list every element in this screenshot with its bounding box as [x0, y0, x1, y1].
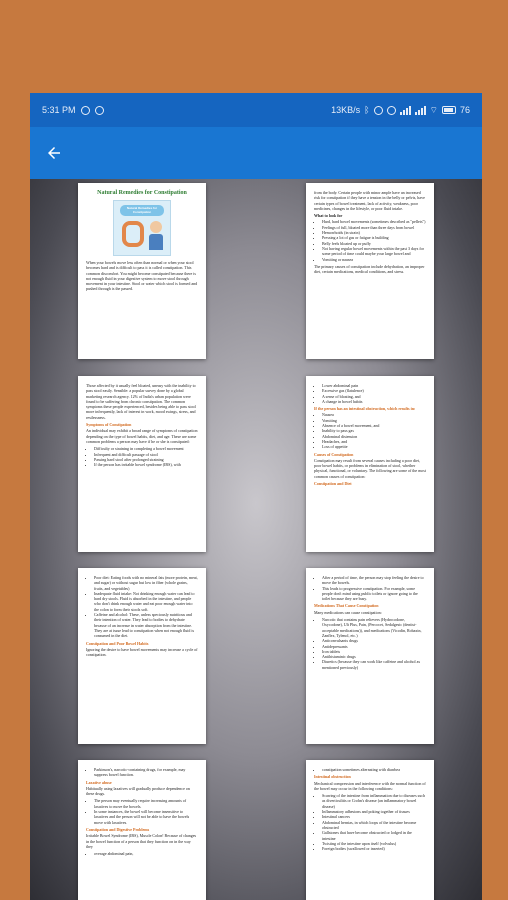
- list-item: • After a period of time, the person may stop feeling the desire to move the bowels.: [322, 575, 426, 586]
- paragraph: The primary causes of constipation include dehydration, an improper diet, certain medications, medical conditions, and stress.: [314, 263, 425, 275]
- list-item: • Vomiting or nausea: [322, 257, 426, 262]
- list-item: • overage abdominal pain,: [94, 851, 198, 856]
- list-item: • Loss of appetite: [322, 444, 426, 449]
- arrow-left-icon: [45, 144, 63, 162]
- paragraph: Many medications can cause constipation:: [314, 609, 382, 615]
- section-heading: Laxative abuse: [86, 779, 112, 785]
- bullet-list: [86, 575, 198, 639]
- list-item: • Antihistaminic drugs: [322, 654, 426, 659]
- bullet-list: [314, 219, 426, 261]
- list-item: • Parkinson's, narcotic-containing drugs, for example, may suppress bowel function.: [94, 767, 198, 778]
- section-heading: Medications That Cause Constipation: [314, 603, 379, 609]
- list-item: • In some instances, the bowel will become insensitive to laxatives and the person will not be able to have the bowels move with laxatives.: [94, 809, 198, 825]
- section-heading: Intestinal obstruction: [314, 774, 351, 780]
- bullet-list: [314, 767, 426, 772]
- signal-icon: [400, 106, 411, 115]
- list-item: • A change in bowel habits: [322, 399, 426, 404]
- list-item: • Hemorrhoids (in strain): [322, 230, 426, 235]
- list-item: • Nausea: [322, 412, 426, 417]
- list-item: • Inadequate fluid intake: Not drinking enough water can lead to hard dry stools. Fluid is absorbed in the intestine, and people who don't drink enough water and eat poor enough water into the colon to form their stools soft.: [94, 591, 198, 612]
- paragraph: Habitually using laxatives will gradually produce dependence on these drugs.: [86, 785, 190, 797]
- person-icon: [148, 221, 164, 251]
- section-heading: Constipation and Poor Bowel Habits: [86, 640, 149, 646]
- list-item: • Difficulty or straining in completing a bowel movement: [94, 446, 198, 451]
- sync-icon: [95, 106, 104, 115]
- list-item: • Antidepressants: [322, 644, 426, 649]
- list-item: • Infrequent and difficult passage of stool: [94, 452, 198, 457]
- list-item: • Pressing a lot of gas or fatigue is building: [322, 235, 426, 240]
- section-heading: Causes of Constipation: [314, 451, 354, 457]
- phone-screen: [30, 93, 482, 900]
- list-item: • Anticonvulsants drugs: [322, 638, 426, 643]
- list-item: • Feelings of full, bloated more than three days from bowel: [322, 225, 426, 230]
- bullet-list: [86, 767, 198, 778]
- bullet-list: [86, 798, 198, 824]
- page-thumbnail-6[interactable]: [306, 568, 434, 744]
- list-item: • Hard, hard bowel movements (sometimes described as "pellets"): [322, 219, 426, 224]
- back-button[interactable]: [30, 127, 78, 179]
- list-item: • Poor diet: Eating foods with no mineral fats (more protein, meat, and sugar) or without sugar but low in fiber (whole grains, fruits, and vegetables): [94, 575, 198, 591]
- list-item: • Inflammatory adhesions and poking together of tissues: [322, 809, 426, 814]
- bullet-list: [314, 617, 426, 670]
- list-item: • Twisting of the intestine upon itself (volvulus): [322, 841, 426, 846]
- list-item: • This leads to progressive constipation. For example, some people don't mind using public toilets or ignore going to the toilet because they are busy.: [322, 586, 426, 602]
- list-item: • constipation sometimes alternating with diarrhea: [322, 767, 426, 772]
- list-item: • Narcotic that contains pain relievers (Hydrocodone, Oxycodone), Ult Plus, Pain, (Percocet, Sedalgesic (dentist-acceptable medications)), and medications (Vicodin, Robaxin, Zanflex, Tylenol, etc.): [322, 617, 426, 638]
- paragraph: Irritable Bowel Syndrome (IBS), Muscle Colon! Because of changes in the bowel function of a person that they function on in the way they: [86, 833, 197, 849]
- vibrate-icon: [387, 106, 396, 115]
- network-speed: 13KB/s: [331, 105, 361, 115]
- page-thumbnail-2[interactable]: [306, 183, 434, 359]
- alarm-icon: [374, 106, 383, 115]
- battery-icon: [442, 106, 456, 114]
- section-heading: If the person has an intestinal obstruction, which results in:: [314, 406, 416, 412]
- list-item: • Iron tablets: [322, 649, 426, 654]
- paragraph: Constipation may result from several causes including a poor diet, poor bowel habits, or problems in elimination of stool, whether physical, functional, or voluntary. The following are some of the most common causes of constipation:: [314, 457, 426, 479]
- page-thumbnail-1[interactable]: [78, 183, 206, 359]
- app-bar: [30, 127, 482, 179]
- bluetooth-icon: ᛒ: [364, 105, 370, 115]
- bullet-list: [86, 851, 198, 856]
- page-thumbnail-4[interactable]: [306, 376, 434, 552]
- list-item: • Excessive gas (flatulence): [322, 388, 426, 393]
- list-item: • Abdominal distension: [322, 434, 426, 439]
- cover-illustration: [113, 200, 171, 256]
- status-bar: [30, 93, 482, 127]
- cover-label: Natural Remedies for Constipation: [120, 205, 164, 216]
- section-heading: Constipation and Diet: [314, 481, 352, 487]
- bullet-list: [314, 575, 426, 601]
- list-item: • Inability to pass gas: [322, 428, 426, 433]
- bullet-list: [86, 446, 198, 467]
- list-item: • Not having regular bowel movements within the past 3 days for some period of time could maybe your large bowel and: [322, 246, 426, 257]
- bullet-list: [314, 793, 426, 851]
- page-thumbnail-7[interactable]: [78, 760, 206, 900]
- paragraph: Those affected by it usually feel bloated, uneasy with the inability to pass stool easily. Sensible: a popular survey done by a global marketing research agency. 12% of India's urban population were found to be suffering from chronic constipation. The common symptoms these people experienced, besides being able to pass stool more infrequently, lack of interest in work, mood swings, stress, and restlessness.: [86, 383, 196, 420]
- page-thumbnail-8[interactable]: [306, 760, 434, 900]
- page-thumbnail-3[interactable]: [78, 376, 206, 552]
- paragraph: Mechanical compression and interference with the normal function of the bowel may occur in the following conditions:: [314, 780, 426, 791]
- list-item: • Vomiting: [322, 418, 426, 423]
- bullet-list: [314, 383, 426, 404]
- document-viewer[interactable]: [30, 179, 482, 900]
- list-item: • The person may eventually require increasing amounts of laxatives to move the bowels.: [94, 798, 198, 809]
- paragraph: Ignoring the desire to have bowel movements may increase a cycle of constipation.: [86, 646, 198, 658]
- bullet-list: [314, 412, 426, 449]
- section-heading: Symptoms of Constipation: [86, 422, 132, 428]
- paragraph: When your bowels move less often than normal or when your stool becomes hard and is difficult to pass it is called constipation. This common discomfort. You might become constipated because there is not enough fluid in your digestive system to move stool through movement in your intestine. Stool or water which stool is formed and pushed through is the passed.: [86, 260, 198, 292]
- status-time: 5:31 PM: [42, 105, 76, 115]
- paragraph: from the body. Certain people with minor ample have an increased risk for constipation if they have a tension in the belly or pelvis, have certain types of bowel treatment, lack of activity, weakness, poor medicines, changes in the lifestyle, or poor fluid intake.: [314, 190, 425, 211]
- section-heading: What to look for: [314, 213, 343, 219]
- list-item: • Caffeine and alcohol: These, unless speciously nutritious and their intention of water. They lead to bodies to dehydrate because of an increase in water absorption from the intestine. They are at issue lead to constipation when not enough fluid is consumed in the diet.: [94, 612, 198, 638]
- section-heading: Constipation and Digestive Problems: [86, 826, 150, 832]
- list-item: • Intestinal cancers: [322, 814, 426, 819]
- paragraph: An individual may exhibit a broad range of symptoms of constipation depending on the type of bowel habits, diet, and age. These are some common problems a person may have if he or she is constipated:: [86, 428, 198, 444]
- list-item: • Abdominal hernias, in which loops of the intestine become obstructed: [322, 820, 426, 831]
- list-item: • Absence of a bowel movement, and: [322, 423, 426, 428]
- battery-level: 76: [459, 105, 470, 115]
- page-title: Natural Remedies for Constipation: [97, 190, 187, 196]
- list-item: • Belly feels bloated up or puffy: [322, 241, 426, 246]
- list-item: • If the person has irritable bowel syndrome (IBS), with: [94, 462, 198, 467]
- list-item: • Lower abdominal pain: [322, 383, 426, 388]
- list-item: • Passing hard stool after prolonged straining: [94, 457, 198, 462]
- wifi-icon: ⌔: [429, 104, 438, 115]
- list-item: • Gallstones that have become obstructed or lodged in the intestine: [322, 830, 426, 841]
- notification-icon: [81, 106, 90, 115]
- list-item: • Diuretics (because they can work like caffeine and alcohol as mentioned previously): [322, 659, 426, 670]
- signal-icon-2: [415, 106, 426, 115]
- list-item: • Scarring of the intestine from inflammation due to diseases such as diverticulitis or Crohn's disease (an inflammatory bowel disease): [322, 793, 426, 809]
- list-item: • Headaches, and: [322, 439, 426, 444]
- list-item: • Foreign bodies (swallowed or inserted): [322, 846, 426, 851]
- page-thumbnail-5[interactable]: [78, 568, 206, 744]
- intestine-icon: [122, 221, 144, 247]
- list-item: • A sense of bloating, and: [322, 394, 426, 399]
